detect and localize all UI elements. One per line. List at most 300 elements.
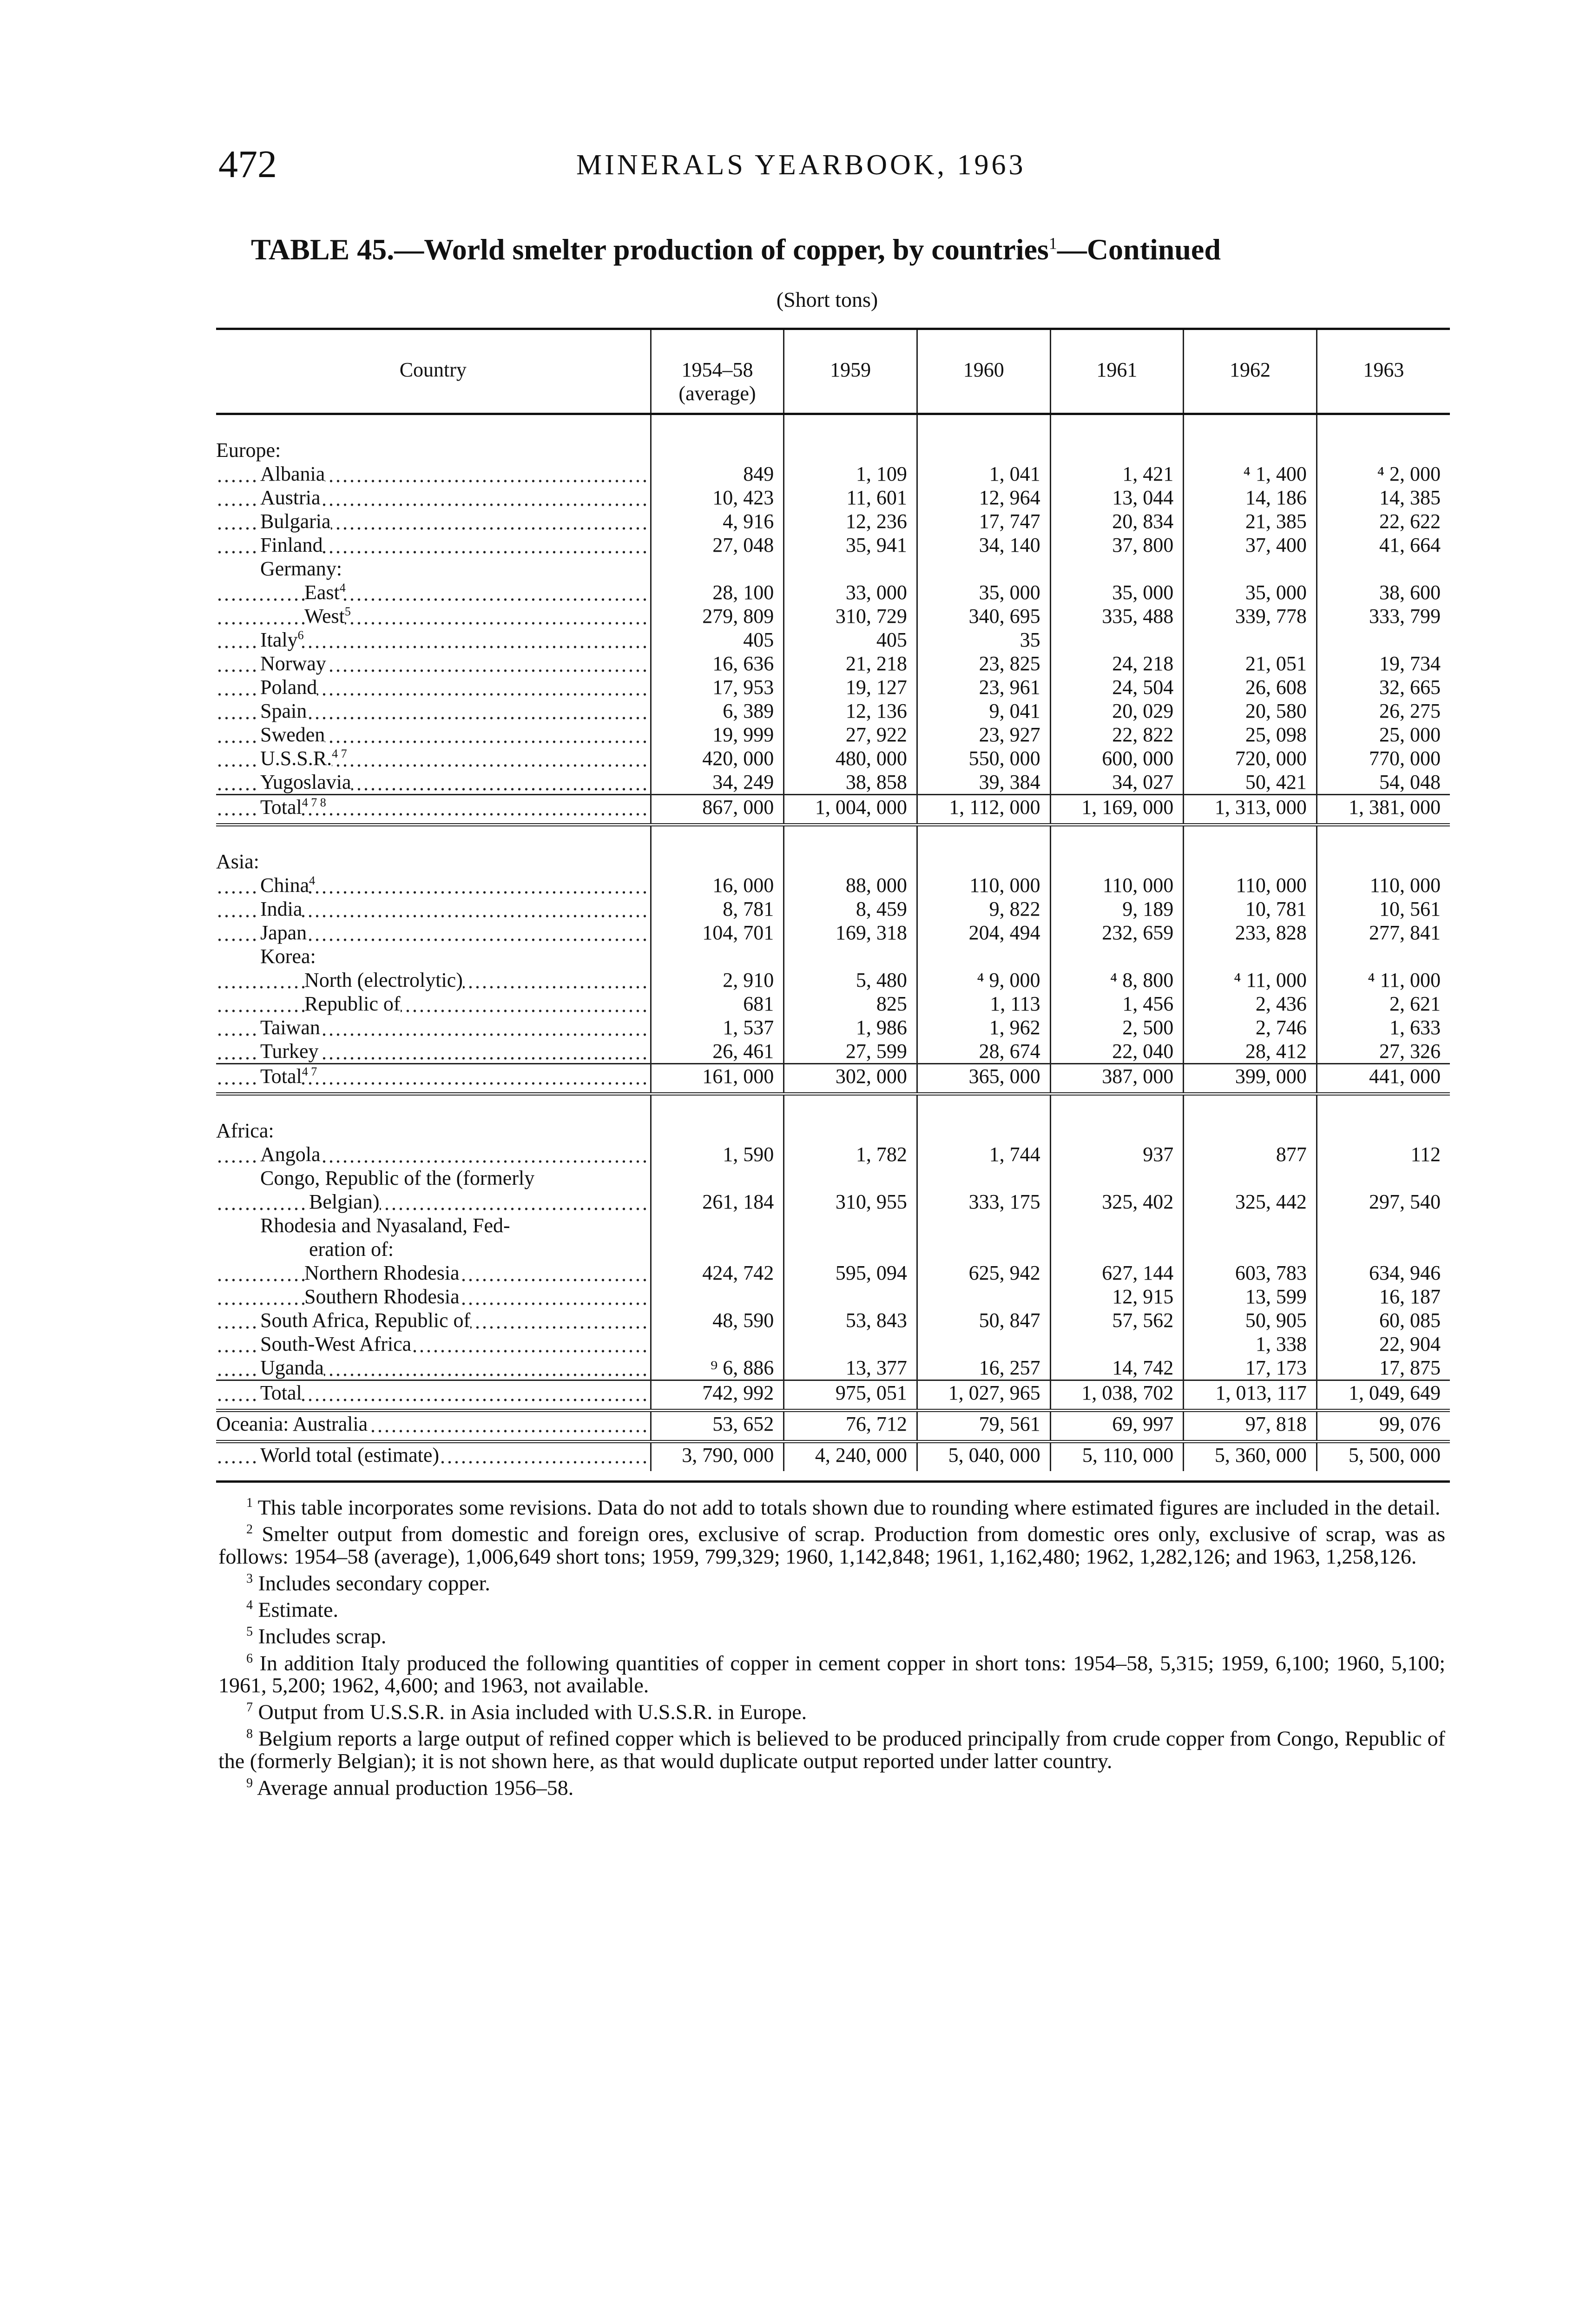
value-cell: 1, 456 [1050,992,1184,1016]
row-label: Spain [260,700,307,722]
column-header-1962: 1962 [1184,329,1317,414]
value-cell: 279, 809 [651,604,784,628]
empty-cell [1050,1119,1184,1142]
table-header-row [216,329,1450,414]
table-row [216,486,1450,509]
value-cell [1184,1166,1317,1190]
row-label-note: 4 7 [302,1065,317,1079]
value-cell: 9, 822 [917,897,1050,921]
value-cell [1184,628,1317,652]
empty-cell [1050,414,1184,439]
footnote-text: Includes scrap. [258,1624,387,1648]
value-cell [651,1166,784,1190]
value-cell: 33, 000 [784,581,917,604]
row-label-cell [216,675,651,699]
table-row [216,1039,1450,1064]
row-label: Korea: [260,945,316,968]
empty-cell [1050,850,1184,873]
value-cell: 16, 636 [651,652,784,675]
value-cell: 595, 094 [784,1261,917,1285]
value-cell: 20, 029 [1050,699,1184,723]
value-cell: 1, 169, 000 [1050,795,1184,825]
value-cell: ⁴ 1, 400 [1184,462,1317,486]
table-row [216,723,1450,746]
row-label: Japan [260,921,307,944]
value-cell [651,1214,784,1237]
row-label: West [304,605,345,627]
row-label-cell [216,604,651,628]
value-cell: 1, 313, 000 [1184,795,1317,825]
value-cell: 720, 000 [1184,746,1317,770]
table-row [216,770,1450,795]
value-cell: 12, 915 [1050,1285,1184,1308]
value-cell: 1, 004, 000 [784,795,917,825]
row-label-cell [216,462,651,486]
value-cell [917,1214,1050,1237]
table-row [216,968,1450,992]
value-cell: 1, 744 [917,1142,1050,1166]
value-cell: 310, 729 [784,604,917,628]
value-cell: 2, 436 [1184,992,1317,1016]
value-cell: 5, 040, 000 [917,1442,1050,1472]
empty-cell [1317,825,1450,850]
table-units: (Short tons) [776,288,878,311]
value-cell: 11, 601 [784,486,917,509]
value-cell: 2, 621 [1317,992,1450,1016]
empty-cell [1050,825,1184,850]
value-cell: 57, 562 [1050,1308,1184,1332]
table-row [216,897,1450,921]
value-cell: 5, 360, 000 [1184,1442,1317,1472]
empty-cell [784,850,917,873]
row-label-cell [216,1190,651,1214]
empty-cell [1317,438,1450,462]
empty-cell [784,438,917,462]
value-cell: 50, 421 [1184,770,1317,795]
row-world-total [216,1442,1450,1472]
value-cell: 233, 828 [1184,921,1317,944]
row-label-cell [216,770,651,795]
value-cell: 27, 048 [651,533,784,557]
footnote-text: Output from U.S.S.R. in Asia included with U.S.S.R. in Europe. [258,1700,807,1724]
row-label: eration of: [309,1238,394,1261]
value-cell: ⁹ 6, 886 [651,1356,784,1380]
footnote [218,1772,1445,1799]
value-cell: 441, 000 [1317,1064,1450,1094]
value-cell: 12, 236 [784,509,917,533]
value-cell: 13, 599 [1184,1285,1317,1308]
value-cell: 38, 858 [784,770,917,795]
value-cell: 48, 590 [651,1308,784,1332]
value-cell: 387, 000 [1050,1064,1184,1094]
value-cell: 17, 173 [1184,1356,1317,1380]
table-row [216,652,1450,675]
empty-cell [784,825,917,850]
value-cell [784,944,917,968]
value-cell: 10, 561 [1317,897,1450,921]
value-cell: 424, 742 [651,1261,784,1285]
value-cell: 23, 825 [917,652,1050,675]
region-heading: Asia: [216,850,259,873]
value-cell [1317,1237,1450,1261]
empty-cell [917,1094,1050,1119]
value-cell: 27, 326 [1317,1039,1450,1064]
row-oceania-australia [216,1411,1450,1442]
row-label: Congo, Republic of the (formerly [260,1167,535,1189]
value-cell: 1, 113 [917,992,1050,1016]
value-cell [917,1166,1050,1190]
value-cell [651,1285,784,1308]
value-cell: 204, 494 [917,921,1050,944]
row-label: Yugoslavia [260,771,351,793]
empty-cell [784,1119,917,1142]
column-header-country: Country [216,329,651,414]
value-cell: 310, 955 [784,1190,917,1214]
value-cell: 937 [1050,1142,1184,1166]
empty-cell [917,850,1050,873]
value-cell [651,1332,784,1356]
value-cell: 627, 144 [1050,1261,1184,1285]
row-label-note: 4 7 [332,747,347,761]
value-cell: 1, 421 [1050,462,1184,486]
table-title-note: 1 [1048,234,1057,253]
value-cell: 335, 488 [1050,604,1184,628]
value-cell: 2, 746 [1184,1016,1317,1039]
value-cell: 9, 041 [917,699,1050,723]
value-cell: 50, 847 [917,1308,1050,1332]
value-cell: 22, 822 [1050,723,1184,746]
row-label-cell [216,1142,651,1166]
row-label-cell [216,1356,651,1380]
row-label: Southern Rhodesia [304,1285,460,1308]
value-cell: 21, 385 [1184,509,1317,533]
row-label: Angola [260,1143,321,1166]
value-cell: 770, 000 [1317,746,1450,770]
value-cell: 60, 085 [1317,1308,1450,1332]
value-cell: 420, 000 [651,746,784,770]
footnote-text: In addition Italy produced the following quantities of copper in cement copper in short tons: 1954–58, 5,315; 1959, 6,100; 1960, 5,100; 1961, 5,200; 1962, 4,600; and 1963, not available. [218,1651,1445,1697]
value-cell: 12, 964 [917,486,1050,509]
footnote [218,1568,1445,1594]
value-cell: 35, 941 [784,533,917,557]
table-row [216,581,1450,604]
value-cell: 19, 734 [1317,652,1450,675]
table-row [216,1332,1450,1356]
value-cell: 603, 783 [1184,1261,1317,1285]
empty-cell [1317,1119,1450,1142]
empty-cell [1184,1094,1317,1119]
table-row [216,1190,1450,1214]
value-cell: 23, 927 [917,723,1050,746]
value-cell [784,557,917,581]
value-cell [917,1332,1050,1356]
row-label-note: 6 [297,628,304,642]
value-cell: 110, 000 [1184,873,1317,897]
row-label-cell [216,921,651,944]
empty-cell [1184,1119,1317,1142]
row-label-cell [216,1237,651,1261]
value-cell: 88, 000 [784,873,917,897]
value-cell: 169, 318 [784,921,917,944]
running-title: MINERALS YEARBOOK, 1963 [576,149,1026,181]
value-cell [1184,1237,1317,1261]
value-cell: 625, 942 [917,1261,1050,1285]
row-label-cell [216,1411,651,1442]
row-label-cell [216,1442,651,1472]
region-africa [216,1119,1450,1142]
row-label-cell [216,897,651,921]
value-cell: 34, 249 [651,770,784,795]
empty-cell [784,414,917,439]
value-cell: 6, 389 [651,699,784,723]
value-cell: 17, 953 [651,675,784,699]
value-cell: 550, 000 [917,746,1050,770]
table-row [216,604,1450,628]
table-row [216,992,1450,1016]
row-label: Italy [260,628,298,651]
value-cell: 742, 992 [651,1380,784,1411]
value-cell: 16, 257 [917,1356,1050,1380]
value-cell: 97, 818 [1184,1411,1317,1442]
footnotes [218,1492,1445,1799]
table-row [216,1016,1450,1039]
value-cell: 877 [1184,1142,1317,1166]
value-cell: 39, 384 [917,770,1050,795]
row-label-cell [216,1016,651,1039]
empty-cell [917,1119,1050,1142]
value-cell: 867, 000 [651,795,784,825]
row-label: Turkey [260,1040,319,1063]
table-row [216,1261,1450,1285]
row-label: Norway [260,652,326,675]
value-cell: 325, 402 [1050,1190,1184,1214]
empty-cell [216,1094,651,1119]
region-heading: Africa: [216,1119,274,1142]
column-header-1959: 1959 [784,329,917,414]
row-label: World total (estimate) [260,1444,439,1466]
empty-cell [784,1094,917,1119]
value-cell: 112 [1317,1142,1450,1166]
value-cell: 53, 843 [784,1308,917,1332]
value-cell: 110, 000 [1050,873,1184,897]
row-label: North (electrolytic) [304,969,463,991]
value-cell: 54, 048 [1317,770,1450,795]
value-cell: 26, 461 [651,1039,784,1064]
value-cell: 2, 910 [651,968,784,992]
column-header-1960: 1960 [917,329,1050,414]
row-label-cell [216,1166,651,1190]
value-cell: 333, 799 [1317,604,1450,628]
value-cell: 26, 608 [1184,675,1317,699]
page-number: 472 [218,143,277,186]
column-header-1954-58-years: 1954–58 [681,358,753,381]
value-cell [784,1214,917,1237]
footnote-mark: 9 [246,1776,253,1790]
empty-cell [651,825,784,850]
row-label-cell [216,652,651,675]
row-label: Taiwan [260,1016,320,1039]
row-label-cell [216,1380,651,1411]
row-label-cell [216,944,651,968]
value-cell: 1, 027, 965 [917,1380,1050,1411]
row-label: India [260,898,303,920]
value-cell [917,557,1050,581]
value-cell: 14, 742 [1050,1356,1184,1380]
value-cell: 1, 038, 702 [1050,1380,1184,1411]
value-cell: 5, 110, 000 [1050,1442,1184,1472]
value-cell: 14, 385 [1317,486,1450,509]
value-cell: 17, 747 [917,509,1050,533]
value-cell [784,1237,917,1261]
empty-cell [651,438,784,462]
row-label: Oceania: Australia [216,1413,368,1435]
table-row [216,1356,1450,1380]
footnote-mark: 5 [246,1624,253,1639]
row-label: Belgian) [309,1190,380,1213]
row-label-note: 4 7 8 [302,796,326,810]
footnote [218,1648,1445,1697]
value-cell: 14, 186 [1184,486,1317,509]
value-cell: 325, 442 [1184,1190,1317,1214]
value-cell: 1, 633 [1317,1016,1450,1039]
row-label: Bulgaria [260,510,331,533]
total-row-europe [216,795,1450,825]
value-cell [1050,1332,1184,1356]
row-label-cell [216,1039,651,1064]
table-title [251,232,1459,267]
value-cell: 21, 051 [1184,652,1317,675]
value-cell: 4, 240, 000 [784,1442,917,1472]
value-cell: 1, 986 [784,1016,917,1039]
value-cell: 22, 904 [1317,1332,1450,1356]
value-cell [1050,557,1184,581]
value-cell: 19, 127 [784,675,917,699]
value-cell: 634, 946 [1317,1261,1450,1285]
total-row-africa [216,1380,1450,1411]
value-cell: 8, 459 [784,897,917,921]
value-cell [1317,557,1450,581]
row-label-cell [216,968,651,992]
value-cell: 32, 665 [1317,675,1450,699]
region-heading: Europe: [216,439,281,462]
value-cell: 365, 000 [917,1064,1050,1094]
value-cell: 27, 599 [784,1039,917,1064]
value-cell [784,1285,917,1308]
footnote-mark: 7 [246,1700,253,1715]
value-cell: 24, 218 [1050,652,1184,675]
row-label-note: 4 [339,581,346,595]
empty-cell [1317,1094,1450,1119]
value-cell: 1, 537 [651,1016,784,1039]
row-label-cell [216,486,651,509]
value-cell: 4, 916 [651,509,784,533]
table-title-suffix: —Continued [1057,233,1221,266]
value-cell: 480, 000 [784,746,917,770]
value-cell: 38, 600 [1317,581,1450,604]
row-label: South-West Africa [260,1333,412,1355]
value-cell: 110, 000 [1317,873,1450,897]
value-cell: 297, 540 [1317,1190,1450,1214]
value-cell [651,557,784,581]
footnote-mark: 4 [246,1598,253,1612]
value-cell: 1, 782 [784,1142,917,1166]
footnote [218,1723,1445,1772]
value-cell: 1, 013, 117 [1184,1380,1317,1411]
value-cell: 19, 999 [651,723,784,746]
value-cell [784,1166,917,1190]
empty-cell [1317,850,1450,873]
table-row [216,699,1450,723]
value-cell: 22, 622 [1317,509,1450,533]
value-cell: 104, 701 [651,921,784,944]
row-label-cell [216,1214,651,1237]
spacer-row [216,414,1450,439]
value-cell: 13, 377 [784,1356,917,1380]
value-cell [1317,944,1450,968]
row-label: Total [260,796,302,819]
empty-cell [651,850,784,873]
empty-cell [651,1094,784,1119]
value-cell: 17, 875 [1317,1356,1450,1380]
value-cell: 399, 000 [1184,1064,1317,1094]
empty-cell [651,1119,784,1142]
table-row [216,1237,1450,1261]
row-label-cell [216,628,651,652]
empty-cell [917,825,1050,850]
value-cell: 161, 000 [651,1064,784,1094]
row-label: Republic of [304,992,401,1015]
value-cell: 20, 580 [1184,699,1317,723]
value-cell: 405 [651,628,784,652]
footnote [218,1492,1445,1519]
value-cell [1184,1214,1317,1237]
value-cell [917,1285,1050,1308]
value-cell: 16, 187 [1317,1285,1450,1308]
value-cell: 41, 664 [1317,533,1450,557]
value-cell: 35, 000 [1050,581,1184,604]
table-body [216,414,1450,1472]
value-cell: 69, 997 [1050,1411,1184,1442]
value-cell: 16, 000 [651,873,784,897]
table-row [216,921,1450,944]
row-label-cell [216,1285,651,1308]
footnote-mark: 6 [246,1651,253,1666]
value-cell [651,1237,784,1261]
row-label: China [260,874,309,897]
value-cell: ⁴ 8, 800 [1050,968,1184,992]
value-cell: 9, 189 [1050,897,1184,921]
value-cell: 21, 218 [784,652,917,675]
empty-cell [1050,1094,1184,1119]
value-cell: 3, 790, 000 [651,1442,784,1472]
row-label: East [304,581,340,604]
value-cell: 35, 000 [1184,581,1317,604]
value-cell [1184,944,1317,968]
row-label-cell [216,557,651,581]
value-cell: 261, 184 [651,1190,784,1214]
total-row-asia [216,1064,1450,1094]
row-label-cell [216,723,651,746]
value-cell: 681 [651,992,784,1016]
footnote-mark: 3 [246,1571,253,1586]
table-row [216,462,1450,486]
value-cell: 110, 000 [917,873,1050,897]
value-cell: 975, 051 [784,1380,917,1411]
value-cell: 405 [784,628,917,652]
value-cell [1317,628,1450,652]
footnote-mark: 8 [246,1727,253,1742]
spacer-row [216,1094,1450,1119]
